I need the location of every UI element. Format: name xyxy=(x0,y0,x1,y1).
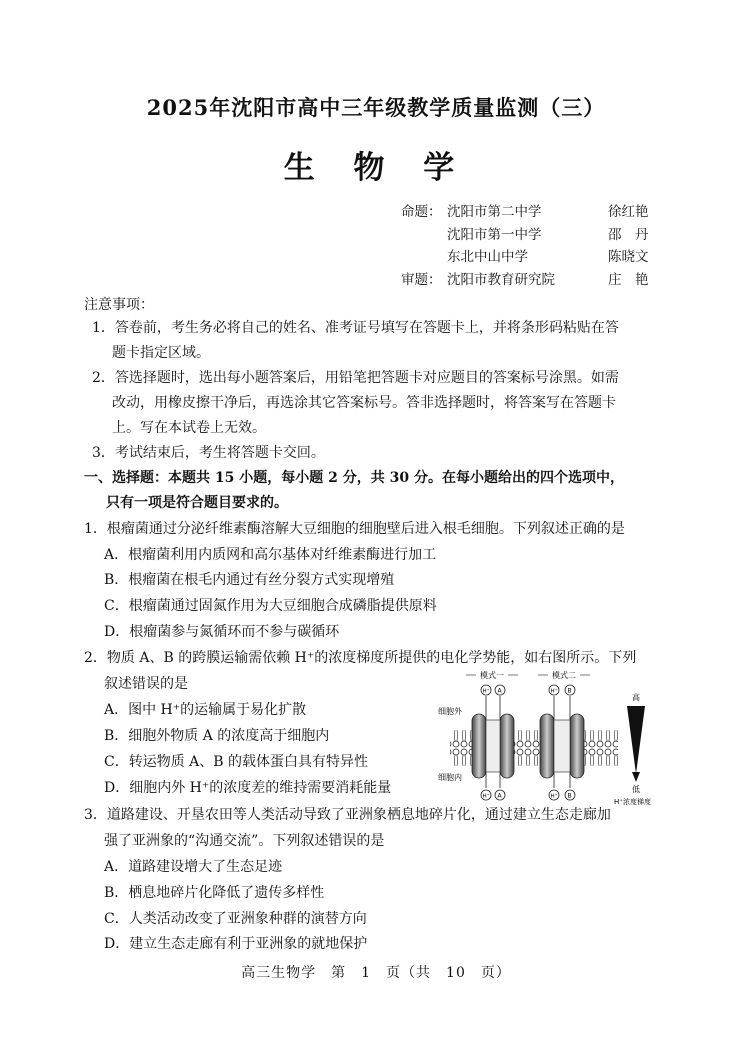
outside-label: 细胞外 xyxy=(438,707,462,716)
credit-org: 沈阳市教育研究院 xyxy=(447,271,555,288)
question-option: A．道路建设增大了生态足迹 xyxy=(104,859,283,875)
question-option: A．图中 H⁺的运输属于易化扩散 xyxy=(104,702,307,718)
question-option: B．细胞外物质 A 的浓度高于细胞内 xyxy=(104,728,330,744)
question-stem-cont: 强了亚洲象的“沟通交流”。下列叙述错误的是 xyxy=(104,833,385,849)
b-bottom xyxy=(565,790,575,800)
page-footer: 高三生物学 第 1 页（共 10 页） xyxy=(241,965,511,981)
h-ion-top-2 xyxy=(549,685,559,695)
question-option: B．根瘤菌在根毛内通过有丝分裂方式实现增殖 xyxy=(104,572,395,588)
question-option: C．根瘤菌通过固氮作用为大豆细胞合成磷脂提供原料 xyxy=(104,598,437,614)
note-line: 上。写在本试卷上无效。 xyxy=(112,420,266,436)
question-option: C．转运物质 A、B 的载体蛋白具有特异性 xyxy=(104,754,369,770)
h-ion-bottom-2 xyxy=(549,790,559,800)
gradient-arrowhead xyxy=(632,772,640,782)
svg-text:H⁺: H⁺ xyxy=(550,793,558,800)
svg-text:A: A xyxy=(497,792,502,800)
credit-person: 陈晓文 xyxy=(608,249,649,265)
section-heading-cont: 只有一项是符合题目要求的。 xyxy=(106,495,288,511)
low-label: 低 xyxy=(632,785,640,794)
credit-org: 东北中山中学 xyxy=(447,249,528,265)
svg-text:B: B xyxy=(567,687,572,695)
svg-text:H⁺: H⁺ xyxy=(482,688,490,695)
note-line: 题卡指定区域。 xyxy=(112,345,210,361)
question-stem: 2．物质 A、B 的跨膜运输需依赖 H⁺的浓度梯度所提供的电化学势能，如右图所示。下列 xyxy=(84,650,637,666)
inside-label: 细胞内 xyxy=(438,773,462,782)
credit-role: 命题： xyxy=(401,204,442,220)
mode1-label: 模式一 xyxy=(480,671,504,680)
credit-row xyxy=(401,223,661,246)
mode2-label: 模式二 xyxy=(552,671,576,680)
question-stem: 1．根瘤菌通过分泌纤维素酶溶解大豆细胞的细胞壁后进入根毛细胞。下列叙述正确的是 xyxy=(84,521,625,537)
membrane-transport-figure xyxy=(436,668,662,806)
credits-block xyxy=(401,200,661,290)
gradient-wedge xyxy=(627,706,645,774)
question-option: D．建立生态走廊有利于亚洲象的就地保护 xyxy=(104,936,368,952)
question-option: C．人类活动改变了亚洲象种群的演替方向 xyxy=(104,911,367,927)
credit-person: 邵 丹 xyxy=(608,226,649,243)
question-option: B．栖息地碎片化降低了遗传多样性 xyxy=(104,885,325,901)
gradient-label: H⁺浓度梯度 xyxy=(614,798,651,806)
question-option: D．细胞内外 H⁺的浓度差的维持需要消耗能量 xyxy=(104,780,392,796)
question-stem: 3．道路建设、开垦农田等人类活动导致了亚洲象栖息地碎片化，通过建立生态走廊加 xyxy=(84,807,611,823)
section-heading: 一、选择题：本题共 15 小题，每小题 2 分，共 30 分。在每小题给出的四个选项中， xyxy=(84,470,624,486)
svg-text:B: B xyxy=(567,792,572,800)
credit-row xyxy=(401,268,661,291)
h-ion-bottom-1 xyxy=(481,790,491,800)
credit-org: 沈阳市第一中学 xyxy=(447,226,542,243)
a-bottom xyxy=(495,790,505,800)
notes-title: 注意事项： xyxy=(84,297,154,313)
exam-title: 2025年沈阳市高中三年级教学质量监测（三） xyxy=(146,95,606,120)
question-stem-cont: 叙述错误的是 xyxy=(104,676,188,692)
credit-person: 徐红艳 xyxy=(608,204,649,220)
a-top xyxy=(495,685,505,695)
h-ion-top-1 xyxy=(481,685,491,695)
question-option: A．根瘤菌利用内质网和高尔基体对纤维素酶进行加工 xyxy=(104,547,437,563)
credit-row xyxy=(401,245,661,268)
b-top xyxy=(565,685,575,695)
carrier-protein-2 xyxy=(540,714,584,778)
svg-text:H⁺: H⁺ xyxy=(482,793,490,800)
svg-text:A: A xyxy=(497,687,502,695)
credit-role: 审题： xyxy=(401,271,442,288)
credit-org: 沈阳市第二中学 xyxy=(447,204,542,220)
question-option: D．根瘤菌参与氮循环而不参与碳循环 xyxy=(104,624,340,640)
credit-row xyxy=(401,200,661,223)
svg-text:H⁺: H⁺ xyxy=(550,688,558,695)
carrier-protein-1 xyxy=(472,714,514,778)
note-line: 3．考试结束后，考生将答题卡交回。 xyxy=(92,445,325,461)
subject-title: 生 物 学 xyxy=(283,150,469,186)
note-line: 2．答选择题时，选出每小题答案后，用铅笔把答题卡对应题目的答案标号涂黑。如需 xyxy=(92,370,619,386)
credit-person: 庄 艳 xyxy=(608,271,649,288)
note-line: 改动，用橡皮擦干净后，再选涂其它答案标号。答非选择题时，将答案写在答题卡 xyxy=(112,395,616,411)
high-label: 高 xyxy=(632,693,640,702)
note-line: 1．答卷前，考生务必将自己的姓名、准考证号填写在答题卡上，并将条形码粘贴在答 xyxy=(92,320,619,336)
